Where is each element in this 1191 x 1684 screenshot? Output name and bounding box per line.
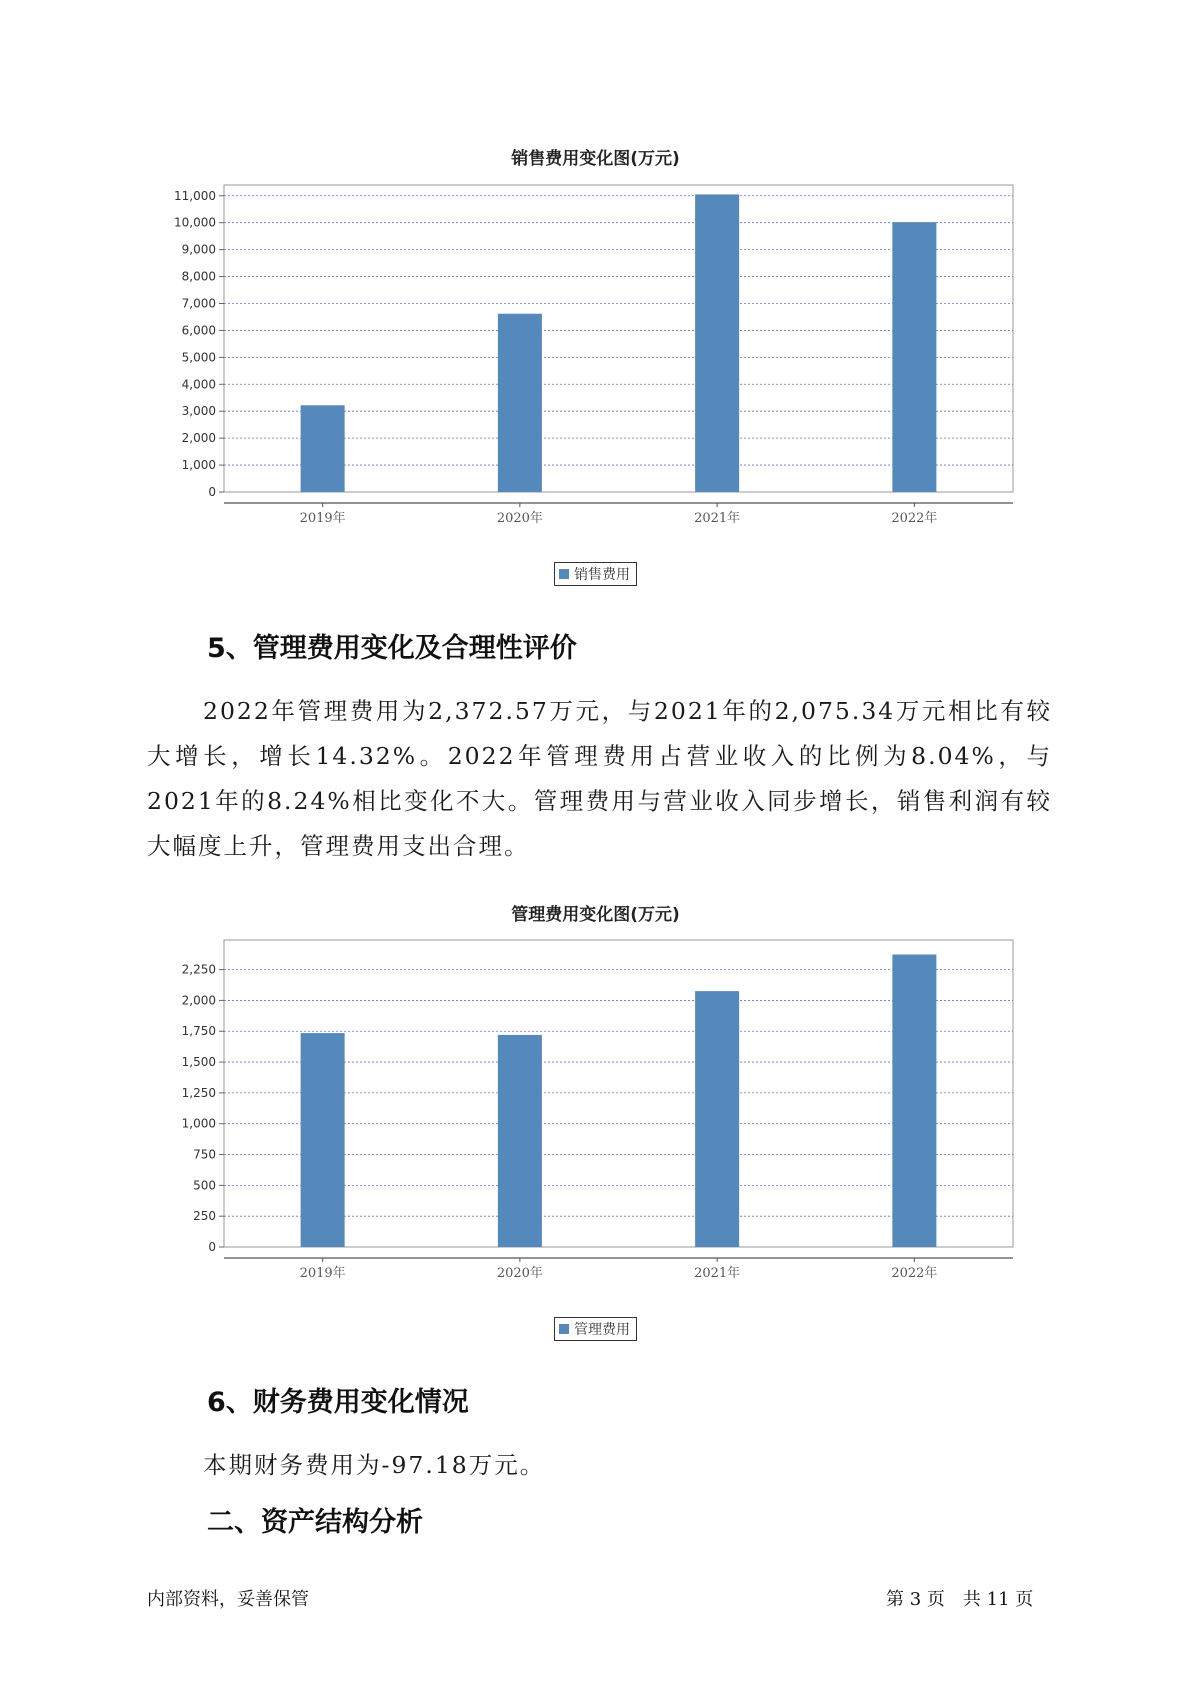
bar [892,954,936,1247]
y-tick-label: 1,000 [181,458,216,473]
legend-swatch [559,1324,569,1334]
y-tick-label: 0 [208,485,216,499]
section-5-paragraph: 2022年管理费用为2,372.57万元，与2021年的2,075.34万元相比有较大增长，增长14.32%。2022年管理费用占营业收入的比例为8.04%，与2021年的8.24%相比变化不大。管理费用与营业收入同步增长，销售利润有较大幅度上升，管理费用支出合理。 [147,697,1052,860]
bar [301,1033,345,1247]
admin-expense-chart [0,935,1191,1281]
bar [892,222,936,492]
y-tick-label: 2,000 [181,993,216,1008]
y-tick-label: 5,000 [181,350,216,365]
page-total: 11 [986,1589,1010,1610]
sales-expense-chart [0,180,1191,526]
y-tick-label: 1,500 [181,1055,216,1070]
y-tick-label: 6,000 [181,323,216,338]
x-tick-label: 2020年 [496,511,543,526]
y-tick-label: 8,000 [181,269,216,284]
y-tick-label: 9,000 [181,242,216,257]
y-tick-label: 11,000 [174,188,216,203]
section-6-paragraph: 本期财务费用为-97.18万元。 [203,1451,546,1479]
y-tick-label: 1,750 [181,1024,216,1039]
y-tick-label: 4,000 [181,377,216,392]
y-tick-label: 3,000 [181,404,216,419]
y-tick-label: 0 [208,1240,216,1254]
page-suffix: 页 [1015,1589,1034,1610]
page-mid: 页 共 [926,1589,981,1610]
page-current: 3 [909,1589,922,1610]
bar [301,405,345,492]
legend-label: 销售费用 [574,567,630,583]
y-tick-label: 750 [193,1147,216,1162]
x-tick-label: 2021年 [694,511,741,526]
footer-confidential-note: 内部资料，妥善保管 [147,1589,309,1610]
page-prefix: 第 [886,1589,904,1610]
section-2-heading: 二、资产结构分析 [207,1507,423,1538]
footer-page-number [886,1585,1033,1611]
legend-swatch [559,569,569,579]
y-tick-label: 1,250 [181,1085,216,1100]
y-tick-label: 2,000 [181,431,216,446]
admin-chart-legend [554,1317,637,1341]
x-tick-label: 2021年 [694,1266,741,1281]
sales-chart-legend [554,562,637,586]
legend-label: 管理费用 [574,1322,630,1338]
y-tick-label: 500 [193,1178,216,1193]
x-tick-label: 2019年 [299,1266,346,1281]
y-tick-label: 1,000 [181,1116,216,1131]
admin-chart-title: 管理费用变化图(万元) [511,905,680,925]
section-6-heading: 6、财务费用变化情况 [207,1387,469,1418]
x-tick-label: 2019年 [299,511,346,526]
section-5-heading: 5、管理费用变化及合理性评价 [207,633,577,664]
bar [695,194,739,492]
bar [498,1035,542,1247]
sales-chart-title: 销售费用变化图(万元) [511,149,680,169]
y-tick-label: 7,000 [181,296,216,311]
x-tick-label: 2022年 [891,1266,938,1281]
y-tick-label: 10,000 [174,215,216,230]
x-tick-label: 2020年 [496,1266,543,1281]
y-tick-label: 2,250 [181,962,216,977]
y-tick-label: 250 [193,1209,216,1224]
x-tick-label: 2022年 [891,511,938,526]
bar [498,314,542,492]
bar [695,991,739,1247]
